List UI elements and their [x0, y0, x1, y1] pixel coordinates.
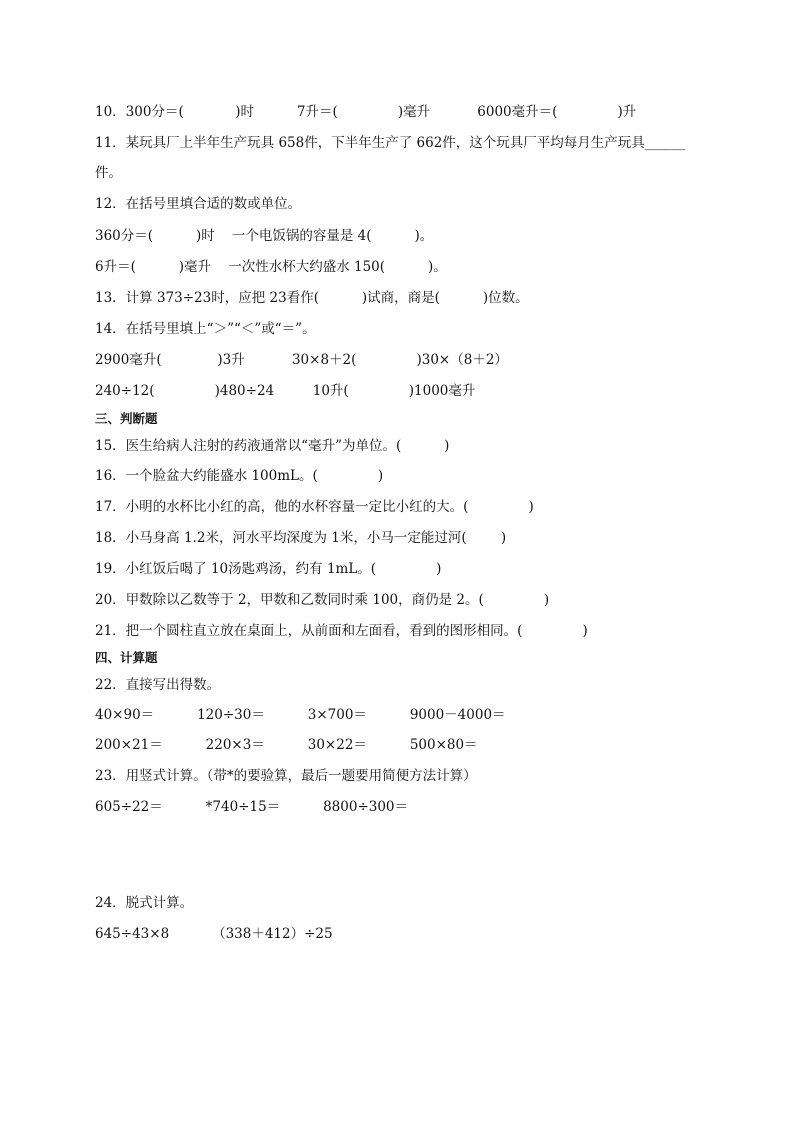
question-11-line2: 件。: [95, 165, 122, 181]
question-12: 12．在括号里填合适的数或单位。: [95, 196, 302, 212]
question-24-row1: 645÷43×8 （338＋412）÷25: [95, 926, 333, 942]
question-18: 18．小马身高 1.2米，河水平均深度为 1米，小马一定能过河( ): [95, 530, 507, 546]
question-13: 13．计算 373÷23时，应把 23看作( )试商，商是( )位数。: [95, 290, 529, 306]
question-23-row1: 605÷22＝ *740÷15＝ 8800÷300＝: [95, 799, 409, 815]
question-19: 19．小红饭后喝了 10汤匙鸡汤，约有 1mL。( ): [95, 561, 442, 577]
question-15: 15．医生给病人注射的药液通常以“毫升”为单位。( ): [95, 438, 450, 454]
question-11-line1: 11．某玩具厂上半年生产玩具 658件，下半年生产了 662件，这个玩具厂平均每月生产玩具______: [95, 135, 686, 151]
question-21: 21．把一个圆柱直立放在桌面上，从前面和左面看，看到的图形相同。( ): [95, 623, 588, 639]
question-14: 14．在括号里填上“＞”“＜”或“＝”。: [95, 321, 316, 337]
question-22-row2: 200×21＝ 220×3＝ 30×22＝ 500×80＝: [95, 737, 478, 753]
question-12-row2: 6升＝( )毫升 一次性水杯大约盛水 150( )。: [95, 259, 447, 275]
question-22-row1: 40×90＝ 120÷30＝ 3×700＝ 9000－4000＝: [95, 707, 506, 723]
question-10: 10．300分＝( )时 7升＝( )毫升 6000毫升＝( )升: [95, 104, 637, 120]
section-3-heading: 三、判断题: [95, 411, 158, 426]
question-16: 16．一个脸盆大约能盛水 100mL。( ): [95, 468, 384, 484]
question-17: 17．小明的水杯比小红的高，他的水杯容量一定比小红的大。( ): [95, 499, 534, 515]
question-22: 22．直接写出得数。: [95, 677, 221, 693]
question-14-row1: 2900毫升( )3升 30×8＋2( )30×（8＋2）: [95, 352, 508, 368]
question-20: 20．甲数除以乙数等于 2，甲数和乙数同时乘 100，商仍是 2。( ): [95, 592, 550, 608]
question-23: 23．用竖式计算。（带*的要验算，最后一题要用简便方法计算）: [95, 768, 477, 784]
question-12-row1: 360分＝( )时 一个电饭锅的容量是 4( )。: [95, 228, 434, 244]
question-24: 24．脱式计算。: [95, 895, 194, 911]
section-4-heading: 四、计算题: [95, 650, 158, 665]
question-14-row2: 240÷12( )480÷24 10升( )1000毫升: [95, 383, 476, 399]
